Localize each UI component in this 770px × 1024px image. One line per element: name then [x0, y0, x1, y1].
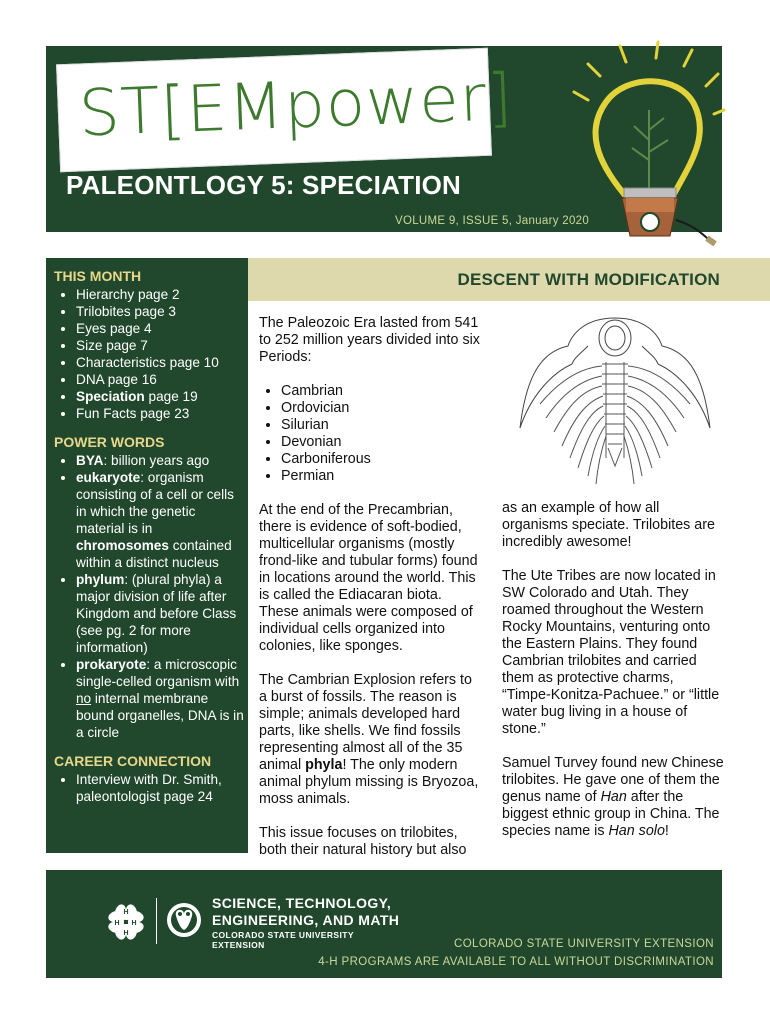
footer [46, 870, 722, 978]
svg-text:H: H [131, 920, 137, 927]
list-item: • Speciation page 19 [76, 388, 244, 405]
trilobite-illustration [510, 308, 720, 494]
paragraph: The Ute Tribes are now located in SW Colorado and Utah. They roamed throughout the Western Rocky Mountains, venturing onto the Eastern Plains. They found Cambrian trilobites and carried them as protective charms, “Timpe-Konitza-Pachuee.” or “little water bug living in a house of stone.” [502, 568, 720, 737]
list-item: • DNA page 16 [76, 371, 244, 388]
power-words-heading: POWER WORDS [54, 434, 165, 450]
periods-list [259, 383, 481, 485]
list-item: • Silurian [281, 417, 481, 434]
sidebar [46, 258, 248, 853]
list-item: • Hierarchy page 2 [76, 286, 244, 303]
list-item: • Fun Facts page 23 [76, 405, 244, 422]
paragraph: At the end of the Precambrian, there is evidence of soft-bodied, multicellular organisms (mostly frond-like and tubular forms) found in locations around the world. This is called the Ediacaran biota. These animals were composed of individual cells organized into colonies, like sponges. [259, 502, 478, 654]
paragraph: The Cambrian Explosion refers to a burst of fossils. The reason is simple; animals developed hard parts, like shells. We find fossils representing almost all of the 35 animal phyla! The only modern animal phylum missing is Bryozoa, moss animals. [259, 672, 479, 807]
list-item: • Devonian [281, 434, 481, 451]
list-item: • Permian [281, 468, 481, 485]
section-banner [248, 258, 770, 301]
this-month-heading: THIS MONTH [54, 268, 142, 284]
power-words-list [54, 452, 244, 741]
csu-line-2: EXTENSION [212, 940, 265, 950]
definition-item: • BYA: billion years ago [76, 452, 244, 469]
definition-item: • phylum: (plural phyla) a major division of life after Kingdom and before Class (see pg. 2 for more information) [76, 571, 244, 656]
stem-line-2: ENGINEERING, AND MATH [212, 912, 400, 928]
paragraph: Samuel Turvey found new Chinese trilobites. He gave one of them the genus name of Han after the biggest ethnic group in China. The species name is Han solo! [502, 755, 724, 839]
list-item: • Interview with Dr. Smith, paleontologist page 24 [76, 771, 244, 805]
svg-text:H: H [123, 909, 129, 916]
article-column-2 [502, 500, 724, 857]
paragraph: as an example of how all organisms speciate. Trilobites are incredibly awesome! [502, 500, 715, 550]
definition-item: • eukaryote: organism consisting of a cell or cells in which the genetic material is in chromosomes contained within a distinct nucleus [76, 469, 244, 571]
this-month-list [54, 286, 244, 422]
list-item: • Carboniferous [281, 451, 481, 468]
list-item: • Eyes page 4 [76, 320, 244, 337]
list-item: • Trilobites page 3 [76, 303, 244, 320]
stempower-logo [56, 48, 515, 173]
list-item: • Cambrian [281, 383, 481, 400]
list-item: • Ordovician [281, 400, 481, 417]
svg-text:H: H [114, 920, 120, 927]
list-item: • Characteristics page 10 [76, 354, 244, 371]
list-item: • Size page 7 [76, 337, 244, 354]
volume-issue: VOLUME 9, ISSUE 5, January 2020 [395, 215, 590, 227]
section-title: DESCENT WITH MODIFICATION [457, 270, 720, 289]
footer-extension-text: COLORADO STATE UNIVERSITY EXTENSION [453, 938, 714, 950]
career-list [54, 771, 244, 805]
career-connection-heading: CAREER CONNECTION [54, 753, 212, 769]
paragraph: The Paleozoic Era lasted from 541 to 252 million years divided into six Periods: [259, 315, 480, 365]
lightbulb-plant-icon [566, 40, 726, 252]
footer-disclaimer: 4-H PROGRAMS ARE AVAILABLE TO ALL WITHOUT DISCRIMINATION [318, 956, 714, 968]
article-column-1 [259, 315, 481, 876]
four-h-clover-icon [104, 900, 148, 944]
footer-divider [156, 898, 157, 944]
logo-text: ST[EMpower] [77, 60, 515, 152]
csu-ram-logo-icon [164, 900, 204, 940]
stem-line-1: SCIENCE, TECHNOLOGY, [212, 895, 392, 911]
paragraph: This issue focuses on trilobites, both their natural history but also [259, 825, 467, 858]
definition-item: • prokaryote: a microscopic single-celled organism with no internal membrane bound organelles, DNA is in a circle [76, 656, 244, 741]
csu-line-1: COLORADO STATE UNIVERSITY [212, 930, 354, 940]
newsletter-title: PALEONTLOGY 5: SPECIATION [66, 170, 462, 200]
svg-text:H: H [123, 930, 129, 937]
